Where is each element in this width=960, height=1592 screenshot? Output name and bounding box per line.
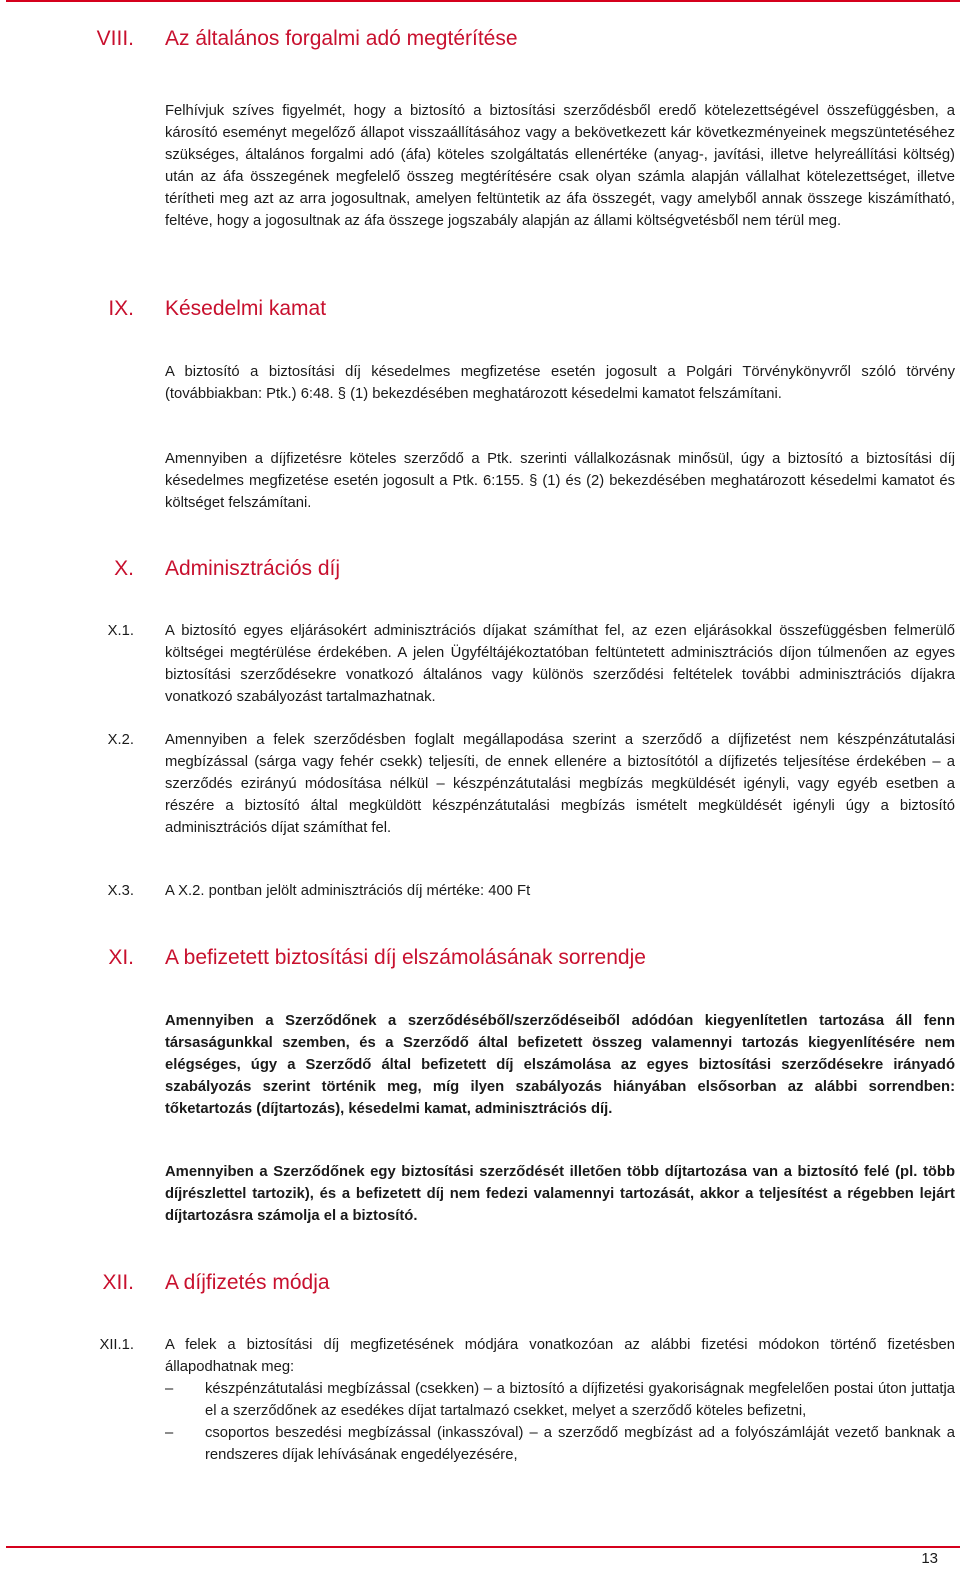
subsection-text: A felek a biztosítási díj megfizetésének módjára vonatkozóan az alábbi fizetési módokon történő fizetésben állapodhatnak meg: [165, 1337, 955, 1375]
subsection-text: Amennyiben a felek szerződésben foglalt megállapodása szerint a szerződő a díjfizetést nem készpénzátutalási megbízással (sárga vagy fehér csekk) teljesíti, de ennek ellenére a biztosítótól a díjfizetés teljesítése érdekében – a szerződés ezirányú módosítása nélkül – készpénzátutalási megbízás megküldését igényli, vagy egyéb esetben a részére a biztosító által megküldött készpénzátutalási megbízás ismételt megküldését igényli úgy a biztosító adminisztrációs díjat számíthat fel. [165, 732, 955, 836]
payment-method-list [165, 1378, 955, 1466]
bottom-rule [6, 1546, 960, 1548]
section-number: X. [114, 557, 134, 580]
subsection-x2 [0, 729, 960, 839]
section-number: XII. [102, 1271, 134, 1294]
subsection-number: X.1. [107, 623, 134, 639]
dash-bullet: – [165, 1381, 174, 1397]
paragraph-bold: Amennyiben a Szerződőnek a szerződéséből/szerződéseiből adódóan kiegyenlítetlen tartozása áll fenn társaságunkkal szemben, és a Szerződő által befizetett összeg valamennyi tartozás kiegyenlítésére nem elégséges, úgy a Szerződő által befizetett díj elszámolása az egyes biztosítási szerződésekre irányadó szabályozás szerint történik meg, míg ilyen szabályozás hiányában elsősorban az alábbi sorrendben: tőketartozás (díjtartozás), késedelmi kamat, adminisztrációs díj. [165, 1013, 955, 1117]
section-heading-viii [0, 24, 960, 54]
section-title: A befizetett biztosítási díj elszámolásának sorrendje [165, 946, 646, 969]
paragraph: Felhívjuk szíves figyelmét, hogy a biztosító a biztosítási szerződésből eredő kötelezettségével összefüggésben, a károsító eseményt megelőző állapot visszaállításához vagy a bekövetkezett kár következményeinek megszüntetéséhez szükséges, általános forgalmi adó (áfa) köteles szolgáltatás ellenértéke (anyag-, javítási, illetve helyreállítási költség) után az áfa összegének megfelelő összeg megtérítésére csak olyan számla alapján vállalhat kötelezettséget, illetve térítheti meg azt az arra jogosultnak, amelyen feltüntetik az áfa összegét, vagy amelyből annak összege kiszámítható, feltéve, hogy a jogosultnak az áfa összege jogszabály alapján az állami költségvetésből nem térül meg. [165, 103, 955, 229]
subsection-number: XII.1. [99, 1337, 134, 1353]
subsection-xii1 [0, 1334, 960, 1466]
subsection-body [165, 1334, 955, 1466]
section-number: IX. [108, 297, 134, 320]
top-rule [6, 0, 960, 2]
section-number: VIII. [96, 27, 134, 50]
list-item-text: készpénzátutalási megbízással (csekken) – a biztosító a díjfizetési gyakoriságnak megfelelően postai úton juttatja el a szerződőnek az esedékes díjat tartalmazó csekket, melyet a szerződő köteles befizetni, [205, 1381, 955, 1419]
section-heading-ix [0, 294, 960, 324]
section-title: Az általános forgalmi adó megtérítése [165, 27, 518, 50]
section-heading-x [0, 554, 960, 584]
paragraph-bold: Amennyiben a Szerződőnek egy biztosítási szerződését illetően több díjtartozása van a biztosító felé (pl. több díjrészlettel tartozik), és a befizetett díj nem fedezi valamennyi tartozását, akkor a teljesítést a régebben lejárt díjtartozásra számolja el a biztosító. [165, 1164, 955, 1224]
subsection-number: X.3. [107, 883, 134, 899]
list-item-text: csoportos beszedési megbízással (inkasszóval) – a szerződő megbízást ad a folyószámláját vezető banknak a rendszeres díjak lehívásának engedélyezésére, [205, 1425, 955, 1463]
paragraph: Amennyiben a díjfizetésre köteles szerződő a Ptk. szerinti vállalkozásnak minősül, úgy a biztosító a biztosítási díj késedelmes megfizetése esetén jogosult a Ptk. 6:155. § (1) és (2) bekezdésében meghatározott késedelmi kamatot és költséget felszámítani. [165, 451, 955, 511]
section-heading-xii [0, 1268, 960, 1298]
page-number: 13 [921, 1550, 938, 1567]
section-title: Késedelmi kamat [165, 297, 327, 320]
section-heading-xi [0, 943, 960, 973]
subsection-x1 [0, 620, 960, 708]
subsection-text: A X.2. pontban jelölt adminisztrációs díj mértéke: 400 Ft [165, 883, 531, 899]
list-item [165, 1378, 955, 1422]
subsection-x3 [0, 880, 960, 902]
dash-bullet: – [165, 1425, 174, 1441]
subsection-text: A biztosító egyes eljárásokért adminisztrációs díjakat számíthat fel, az ezen eljárásokkal összefüggésben felmerülő költségei megtérülése érdekében. A jelen Ügyféltájékoztatóban feltüntetett adminisztrációs díjon túlmenően az egyes biztosítási szerződésekre vonatkozó általános vagy különös szerződési feltételek további adminisztrációs díjakra vonatkozó szabályozást tartalmazhatnak. [165, 623, 955, 705]
list-item [165, 1422, 955, 1466]
paragraph: A biztosító a biztosítási díj késedelmes megfizetése esetén jogosult a Polgári Törvénykönyvről szóló törvény (továbbiakban: Ptk.) 6:48. § (1) bekezdésében meghatározott késedelmi kamatot felszámítani. [165, 364, 955, 402]
section-number: XI. [108, 946, 134, 969]
section-title: Adminisztrációs díj [165, 557, 341, 580]
subsection-number: X.2. [107, 732, 134, 748]
section-title: A díjfizetés módja [165, 1271, 330, 1294]
